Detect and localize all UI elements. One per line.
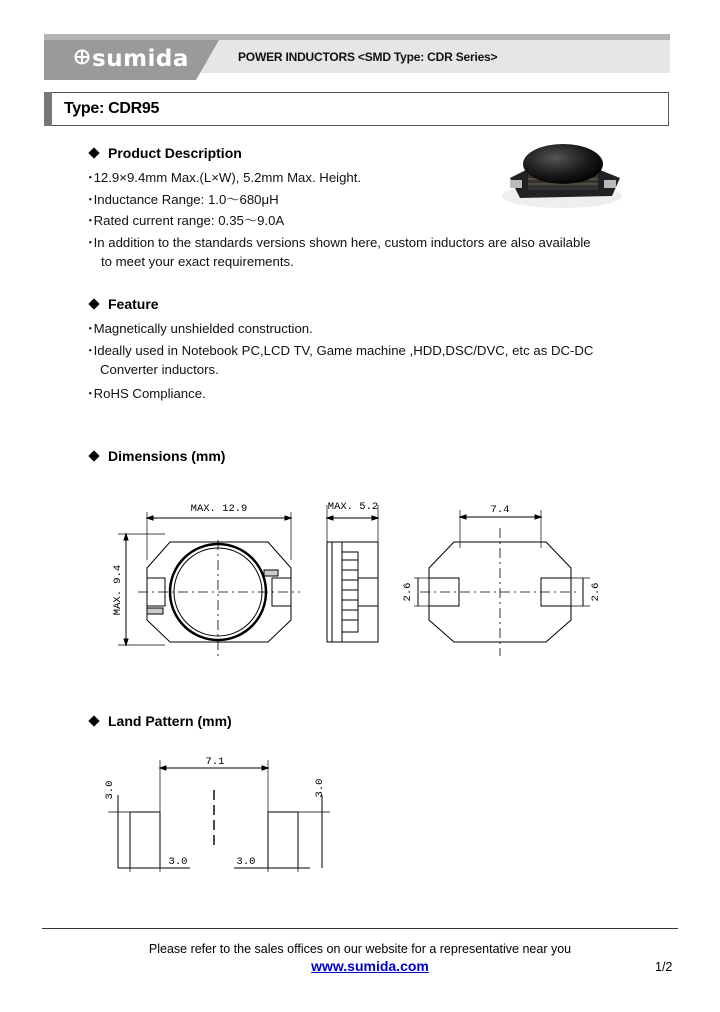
land-pad-width-right-label: 3.0 bbox=[236, 856, 256, 868]
feature-line: ･Ideally used in Notebook PC,LCD TV, Game machine ,HDD,DSC/DVC, etc as DC-DC bbox=[87, 343, 594, 358]
dimensions-drawing bbox=[0, 490, 720, 665]
footer-divider bbox=[42, 928, 678, 929]
dim-pad-left-label: 2.6 bbox=[402, 582, 414, 602]
description-line: ･12.9×9.4mm Max.(L×W), 5.2mm Max. Height. bbox=[87, 170, 362, 185]
land-pad-width-left-label: 3.0 bbox=[168, 856, 188, 868]
logo-text: sumida bbox=[92, 46, 189, 72]
feature-heading bbox=[90, 296, 159, 312]
page-number: 1/2 bbox=[655, 960, 673, 974]
type-box-accent bbox=[44, 92, 52, 126]
dimensions-heading-text: Dimensions (mm) bbox=[108, 448, 226, 464]
bullet-diamond-icon bbox=[88, 450, 99, 461]
feature-heading-text: Feature bbox=[108, 296, 159, 312]
bullet-diamond-icon bbox=[88, 715, 99, 726]
bullet-diamond-icon bbox=[88, 147, 99, 158]
product-description-heading bbox=[90, 145, 242, 161]
land-pattern-heading bbox=[90, 713, 232, 729]
header-title: POWER INDUCTORS <SMD Type: CDR Series> bbox=[238, 50, 498, 64]
land-pad-height-left-label: 3.0 bbox=[104, 780, 116, 800]
dim-pad-right-label: 2.6 bbox=[590, 582, 602, 602]
description-line: ･Inductance Range: 1.0～680μH bbox=[87, 192, 279, 207]
inductor-product-image bbox=[500, 138, 625, 213]
land-pattern-drawing bbox=[0, 750, 720, 880]
description-line: ･Rated current range: 0.35～9.0A bbox=[87, 213, 285, 228]
bullet-diamond-icon bbox=[88, 298, 99, 309]
dim-top-width-label: MAX. 12.9 bbox=[190, 503, 248, 515]
dimensions-heading bbox=[90, 448, 225, 464]
website-link[interactable]: www.sumida.com bbox=[311, 958, 429, 974]
land-pad-height-right-label: 3.0 bbox=[314, 778, 326, 798]
land-span-label: 7.1 bbox=[205, 756, 225, 768]
sumida-logo-icon bbox=[74, 49, 90, 65]
feature-line: Converter inductors. bbox=[100, 362, 219, 377]
feature-line: ･Magnetically unshielded construction. bbox=[87, 321, 313, 336]
dim-side-width-label: MAX. 5.2 bbox=[327, 501, 379, 513]
feature-line: ･RoHS Compliance. bbox=[87, 386, 206, 401]
description-line: to meet your exact requirements. bbox=[101, 254, 294, 269]
land-pattern-heading-text: Land Pattern (mm) bbox=[108, 713, 232, 729]
description-line: ･In addition to the standards versions shown here, custom inductors are also available bbox=[87, 235, 591, 250]
footer-note: Please refer to the sales offices on our website for a representative near you bbox=[148, 942, 572, 956]
dim-side-height-label: MAX. 9.4 bbox=[112, 564, 124, 616]
type-title: Type: CDR95 bbox=[64, 100, 160, 117]
product-description-heading-text: Product Description bbox=[108, 145, 242, 161]
dim-bottom-width-label: 7.4 bbox=[490, 504, 510, 516]
